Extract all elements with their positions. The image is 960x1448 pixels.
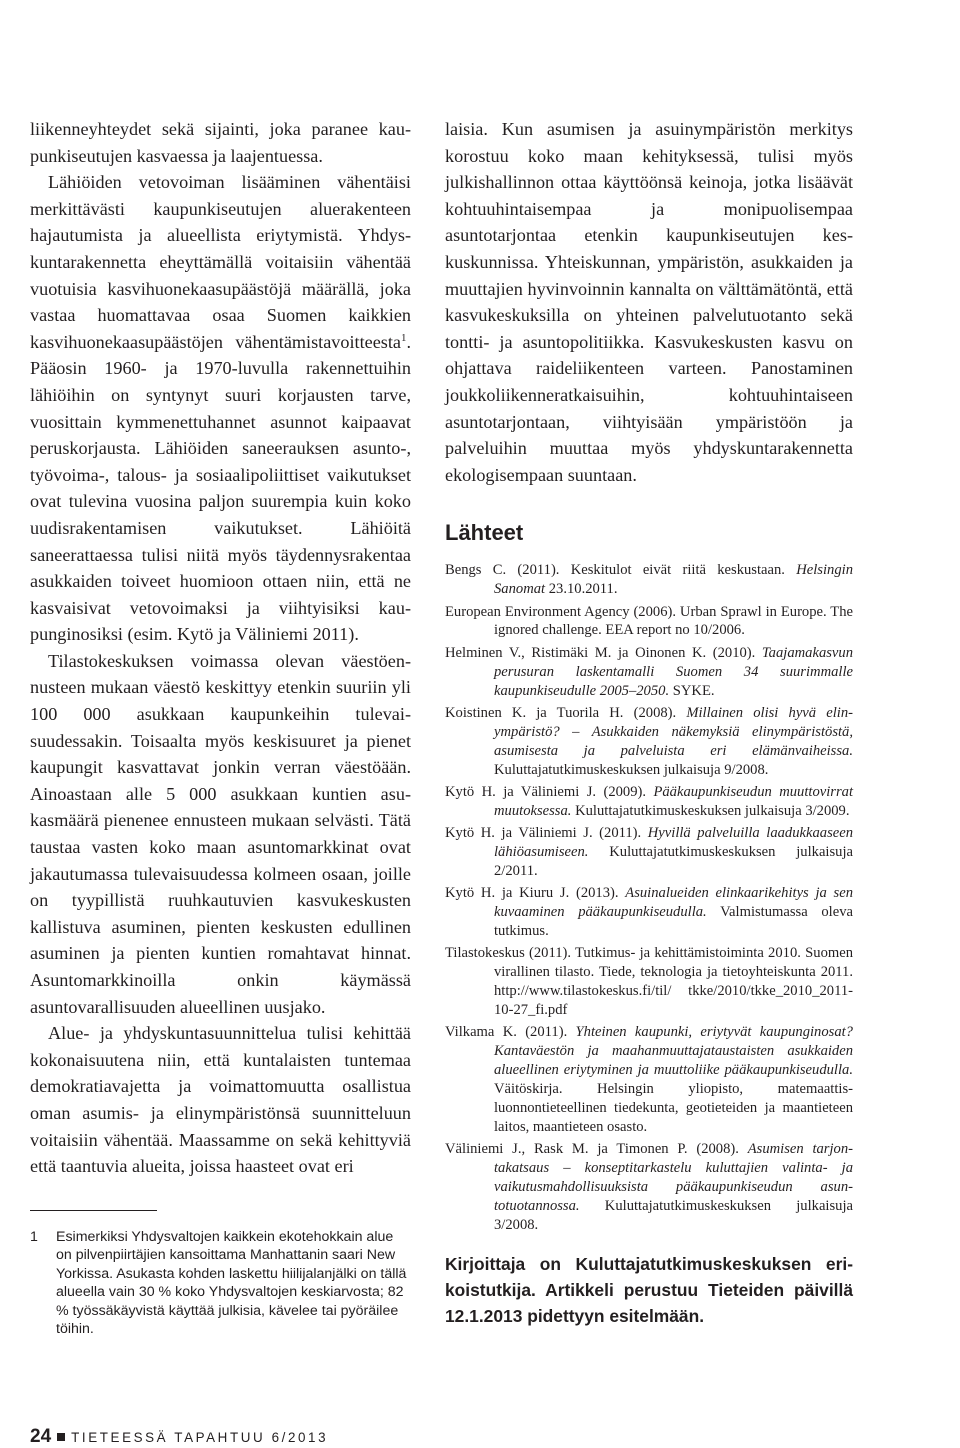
reference-item [445, 783, 853, 821]
left-column [30, 116, 411, 1180]
paragraph-1: liikenneyhteydet sekä sijainti, joka paranee kaupunkiseutujen kasvaessa ja laajentuessa. [30, 119, 411, 166]
reference-title: Yhteinen kaupunki, eriytyvät kaupunginosat? Kantaväestön ja maahanmuuttajataustaisten asukkaiden alueellinen eriytyminen ja muuttoliike pääkaupunkiseudulla. [494, 1024, 853, 1079]
reference-source: 23.10.2011. [545, 581, 618, 598]
paragraph-2 [30, 169, 411, 648]
right-column [445, 116, 853, 1329]
reference-text: Kytö H. ja Väliniemi J. (2009). [445, 783, 654, 800]
reference-item [445, 884, 853, 941]
paragraph-3: Tilastokeskuksen voimassa olevan väestöennusteen mukaan väestö keskittyy etenkin suuriin yli 100 000 asukkaan kaupunkeihin tulevaisuudessakin. Toisaalta myös keskisuuret ja pienet kaupungit kasvattavat jonkin verran väestöään. Ainoastaan alle 5 000 asukkaan kuntien asukasmäärä pienenee ennusteen mukaan selvästi. Tätä taustaa vasten koko maan asuntomarkkinat ovat jakautumassa tulevaisuudessa kolmeen osaan, joille on tyypillistä ruuhkautuvien kasvukeskusten kallistuva asuminen, pienten keskusten edullinen asuminen ja pienten kuntien romahtavat hinnat. Asuntomarkkinoilla onkin käymässä asuntovarallisuuden alueellinen uusjako. [30, 650, 411, 1017]
reference-item [445, 824, 853, 881]
footnote-divider [30, 1210, 157, 1211]
page-number: 24 [30, 1426, 52, 1447]
reference-title: Asumisen tarjontakatsaus – konseptitarkastelu kuluttajien valinta- ja vaikutusmahdollisuuksista pääkaupunkiseudun asuntotuotannossa. [494, 1141, 854, 1214]
reference-item [445, 644, 853, 701]
reference-text: European Environment Agency (2006). Urban Sprawl in Europe. The ignored challenge. EEA report no 10/2006. [445, 603, 853, 639]
reference-source: SYKE. [669, 682, 715, 699]
reference-source: Kuluttajatutkimuskeskuksen julkaisuja 2/2011. [494, 843, 853, 879]
reference-item [445, 1140, 853, 1235]
reference-text: Vilkama K. (2011). [445, 1024, 576, 1041]
reference-text: Väliniemi J., Rask M. ja Timonen P. (2008). [445, 1141, 748, 1158]
footnote [30, 1228, 411, 1338]
reference-source: Väitöskirja. Helsingin yliopisto, matemaattis-luonnontieteellinen tiedekunta, geotieteiden ja maantieteen laitos, maantieteen osasto. [494, 1081, 853, 1135]
reference-text: Kytö H. ja Kiuru J. (2013). [445, 885, 626, 902]
author-note: Kirjoittaja on Kuluttajatutkimuskeskuksen erikoistutkija. Artikkeli perustuu Tieteiden päivillä 12.1.2013 pidettyyn esitelmään. [445, 1253, 853, 1326]
reference-title: Millainen olisi hyvä elinympäristö? – Asukkaiden näkemyksiä elinympäristöstä, asumisesta ja palveluista eri elämänvaiheissa. [494, 704, 853, 759]
reference-title: Pääkaupunkiseudun muuttovirrat muutoksessa. [494, 783, 854, 819]
footnote-text: Esimerkiksi Yhdysvaltojen kaikkein ekotehokkain alue on pilvenpiirtäjien kansoittama Manhattanin saari New Yorkissa. Asukasta kohden laskettu hiilijalanjälki on tällä alueella vain 30 % koko Yhdysvaltojen keskiarvosta; 82 % työssäkäyvistä käyttää julkisia, kävelee tai pyöräilee töihin. [56, 1229, 407, 1338]
reference-item [445, 704, 853, 780]
page-footer [30, 1426, 328, 1448]
reference-item [445, 1023, 853, 1136]
paragraph-2-text-a: Lähiöiden vetovoiman lisääminen vähentäisi merkittävästi kaupunkiseutujen aluerakenteen hajautumista ja alueellista eriytymistä. Yhdyskuntarakennetta eheyttämällä voitaisiin vähentää vuotuisia kasvihuonekaasupäästöjä määrällä, joka vastaa huomattavaa osaa Suomen kaikkien kasvihuonekaasupäästöjen vähentämistavoitteesta [30, 172, 411, 352]
paragraph-5: laisia. Kun asumisen ja asuinympäristön merkitys korostuu koko maan kehityksessä, tulisi myös julkishallinnon ottaa käyttöönsä keinoja, jotka lisäävät kohtuuhintaisempaa ja monipuolisempaa asuntotarjontaa etenkin kaupunkiseutujen keskuskunnissa. Yhteiskunnan, ympäristön, asukkaiden ja muuttajien hyvinvoinnin kannalta on välttämätöntä, että kasvukeskuksilla on yhteinen palvelutuotanto sekä tontti- ja asuntopolitiikka. Kasvukeskusten kasvu on ohjattava raideliikenteen varteen. Panostaminen joukkoliikenneratkaisuihin, kohtuuhintaiseen asuntotarjontaan, viihtyisään ympäristöön ja palveluihin muuttaa myös yhdyskuntarakennetta ekologisempaan suuntaan. [445, 119, 853, 485]
reference-title: Hyvillä palveluilla laadukkaaseen lähiöasumiseen. [494, 825, 853, 860]
reference-item [445, 944, 853, 1020]
footnote-ref: 1 [401, 331, 407, 344]
reference-source: Valmistumassa oleva tutkimus. [494, 904, 853, 939]
reference-text: Kytö H. ja Väliniemi J. (2011). [445, 825, 648, 842]
reference-item [445, 603, 853, 641]
square-bullet-icon [57, 1433, 65, 1441]
reference-source: Kuluttajatutkimuskeskuksen julkaisuja 3/2008. [494, 1197, 853, 1233]
reference-text: Bengs C. (2011). Keskitulot eivät riitä keskustaan. [445, 562, 797, 579]
reference-source: Kuluttajatutkimuskeskuksen julkaisuja 9/2008. [494, 761, 769, 778]
paragraph-2-text-b: . Pääosin 1960- ja 1970-luvulla rakennettuihin lähiöihin on syntynyt suuri korjausten tarve, vuosittain kymmenettuhannet asunnot kaipaavat peruskorjausta. Lähiöiden saneerauksen asunto-, työvoima-, talous- ja sosiaalipoliittiset vaikutukset ovat tulevina vuosina paljon suurempia kuin koko uudisrakentamisen vaikutukset. Lähiöitä saneerattaessa tulisi niitä myös täydennysrakentaa asukkaiden toiveet huomioon ottaen niin, että ne kasvaisivat vetovoimaksi ja viihtyisiksi kaupunginosiksi (esim. Kytö ja Väliniemi 2011). [30, 331, 411, 645]
reference-text: Tilastokeskus (2011). Tutkimus- ja kehittämistoiminta 2010. Suomen virallinen tilasto. Tiede, teknologia ja tietoyhteiskunta 2011. http://www.tilastokeskus.fi/til/ tkke/2010/tkke_2010_2011-10-27_fi.pdf [445, 945, 853, 1018]
reference-title: Helsingin Sanomat [494, 562, 853, 598]
reference-source: Kuluttajatutkimuskeskuksen julkaisuja 3/2009. [571, 802, 850, 819]
references-heading: Lähteet [445, 520, 524, 546]
reference-text: Koistinen K. ja Tuorila H. (2008). [445, 704, 687, 721]
reference-list [445, 561, 853, 1234]
reference-item [445, 561, 853, 599]
journal-name: TIETEESSÄ TAPAHTUU 6/2013 [71, 1430, 329, 1445]
reference-title: Asuinalueiden elinkaarikehitys ja sen kuvaaminen pääkaupunkiseudulla. [494, 885, 854, 921]
reference-text: Helminen V., Ristimäki M. ja Oinonen K. (2010). [445, 644, 762, 661]
footnote-number: 1 [30, 1229, 38, 1245]
reference-title: Taajamakasvun perusuran laskentamalli Suomen 34 suurimmalle kaupunkiseudulle 2005–2050. [494, 644, 853, 699]
paragraph-4: Alue- ja yhdyskuntasuunnittelua tulisi kehittää kokonaisuutena niin, että kuntalaisten tuntemaa demokratiavajetta ja voimattomuutta osallistua oman asumis- ja elinympäristönsä suunnitteluun voitaisiin vähentää. Maassamme on sekä kehittyviä että taantuvia alueita, joissa haasteet ovat eri [30, 1023, 411, 1177]
